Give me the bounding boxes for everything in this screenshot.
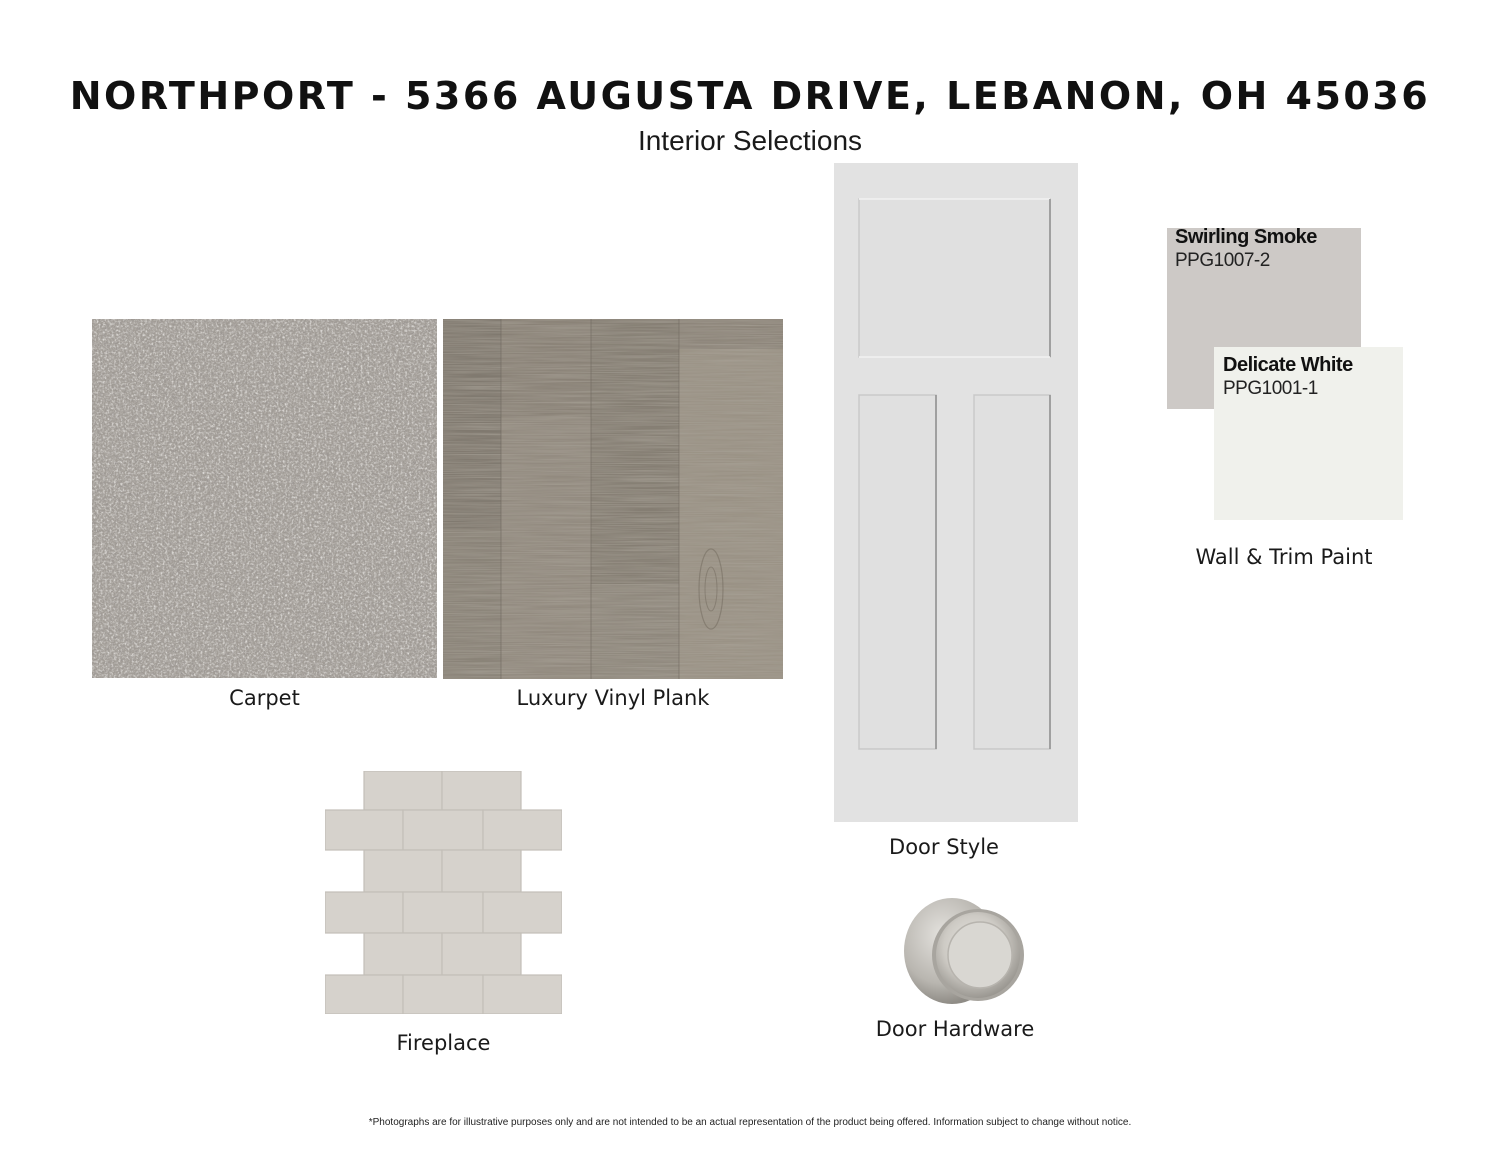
- wall-paint-code: PPG1007-2: [1175, 250, 1270, 271]
- carpet-swatch: [92, 319, 437, 678]
- disclaimer: *Photographs are for illustrative purposes only and are not intended to be an actual representation of the product being offered. Information subject to change without notice.: [368, 1117, 1132, 1128]
- door-hardware-swatch: [900, 895, 1030, 1005]
- trim-paint-name: Delicate White: [1223, 354, 1353, 376]
- door-hardware-label: Door Hardware: [875, 1017, 1035, 1041]
- trim-paint-card: [1214, 347, 1403, 520]
- door-style-label: Door Style: [889, 835, 999, 859]
- fireplace-label: Fireplace: [396, 1031, 491, 1055]
- door-style-swatch: [834, 163, 1078, 822]
- wall-trim-paint-label: Wall & Trim Paint: [1195, 545, 1373, 569]
- carpet-label: Carpet: [229, 686, 300, 710]
- page-subtitle: Interior Selections: [637, 125, 863, 156]
- luxury-vinyl-plank-label: Luxury Vinyl Plank: [516, 686, 710, 710]
- trim-paint-code: PPG1001-1: [1223, 378, 1318, 399]
- luxury-vinyl-plank-swatch: [443, 319, 783, 679]
- page-title: NORTHPORT - 5366 AUGUSTA DRIVE, LEBANON, OH 45036: [69, 74, 1431, 118]
- wall-paint-name: Swirling Smoke: [1175, 226, 1317, 248]
- fireplace-swatch: [325, 771, 562, 1014]
